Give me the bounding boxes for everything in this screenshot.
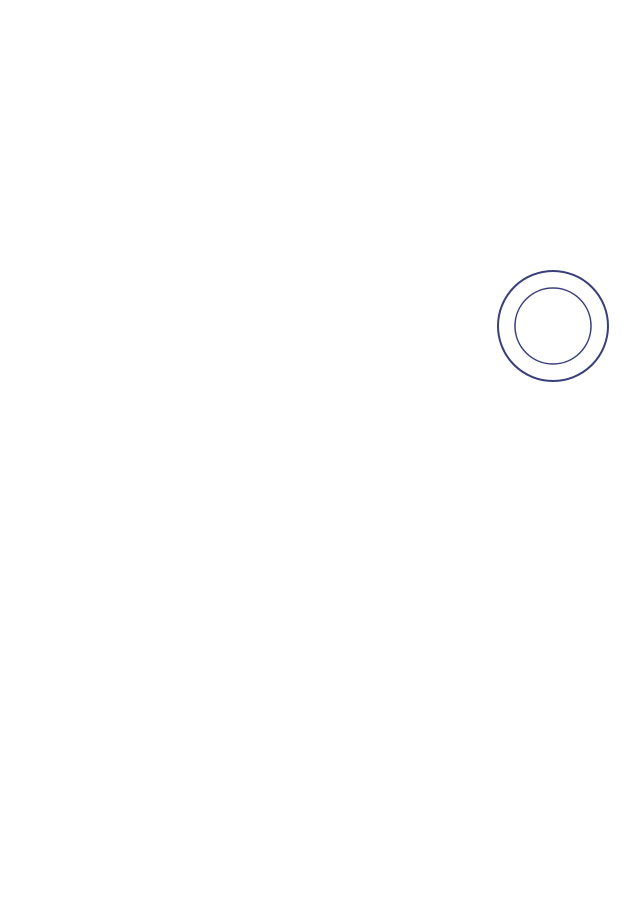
stamp-inner-ring xyxy=(515,288,591,364)
protocol-group-stamp xyxy=(495,268,611,384)
